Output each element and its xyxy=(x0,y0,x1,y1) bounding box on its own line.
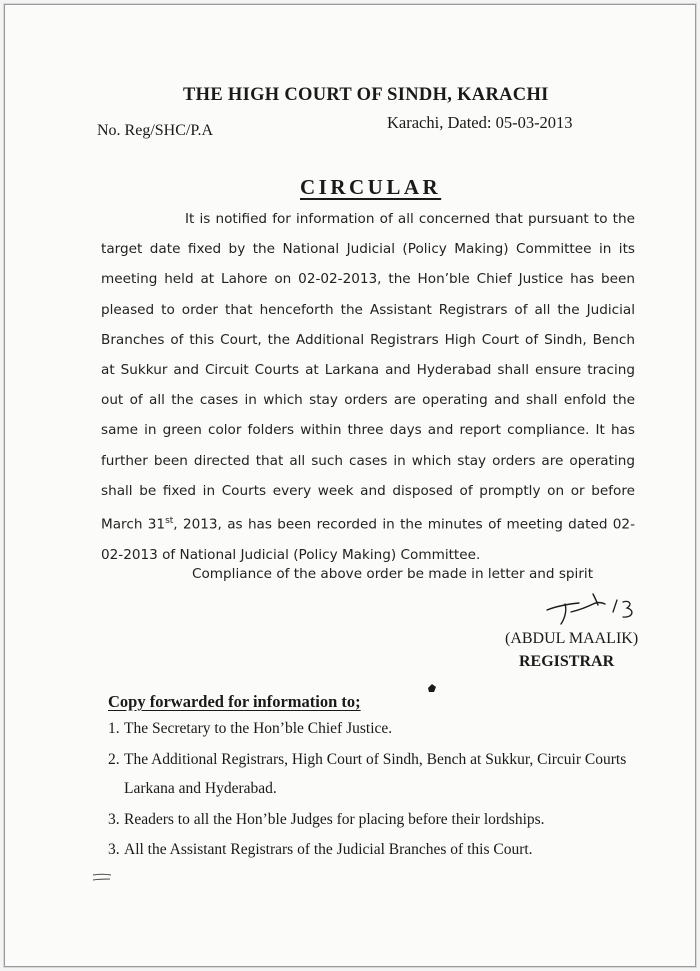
court-name: THE HIGH COURT OF SINDH, KARACHI xyxy=(183,85,549,105)
list-text: Readers to all the Hon’ble Judges for placing before their lordships. xyxy=(124,811,545,828)
list-number: 3. xyxy=(108,841,120,858)
signatory-name: (ABDUL MAALIK) xyxy=(505,630,639,647)
pen-mark-icon xyxy=(91,871,113,883)
list-number: 2. xyxy=(108,751,120,768)
signatory-designation: REGISTRAR xyxy=(519,653,615,670)
list-item xyxy=(108,745,628,803)
body-text-part1: It is notified for information of all concerned that pursuant to the target date fixed by the National Judicial (Policy Making) Committee in its meeting held at Lahore on 02-02-2013, the Hon’ble Chief Justice has been pleased to order that henceforth the Assistant Registrars of all the Judicial Branches of this Court, the Additional Registrars High Court of Sindh, Bench at Sukkur and Circuit Courts at Larkana and Hyderabad shall ensure tracing out of all the cases in which stay orders are operating and shall enfold the same in green color folders within three days and report compliance. It has further been directed that all such cases in which stay orders are operating shall be fixed in Courts every week and disposed of promptly on or before March 31 xyxy=(101,211,635,533)
list-item xyxy=(108,715,628,742)
reference-number: No. Reg/SHC/P.A xyxy=(97,122,214,139)
body-text-part2: , 2013, as has been recorded in the minutes of meeting dated 02-02-2013 of National Judicial (Policy Making) Committee. xyxy=(101,516,635,563)
list-text: All the Assistant Registrars of the Judicial Branches of this Court. xyxy=(124,841,533,858)
copy-forwarded-heading: Copy forwarded for information to; xyxy=(108,692,361,711)
date-suffix: st xyxy=(165,516,174,527)
list-item xyxy=(108,806,628,833)
document-page xyxy=(4,4,696,967)
ink-mark-icon xyxy=(425,681,439,695)
circular-body xyxy=(101,204,635,570)
list-number: 1. xyxy=(108,720,120,737)
issue-date: Karachi, Dated: 05-03-2013 xyxy=(387,113,573,132)
list-number: 3. xyxy=(108,811,120,828)
distribution-list xyxy=(108,715,628,866)
compliance-note: Compliance of the above order be made in letter and spirit xyxy=(192,566,594,582)
list-item xyxy=(108,836,628,863)
list-text: The Additional Registrars, High Court of Sindh, Bench at Sukkur, Circuir Courts Larkana and Hyderabad. xyxy=(124,751,627,797)
circular-title: CIRCULAR xyxy=(300,175,442,199)
list-text: The Secretary to the Hon’ble Chief Justice. xyxy=(124,720,393,737)
